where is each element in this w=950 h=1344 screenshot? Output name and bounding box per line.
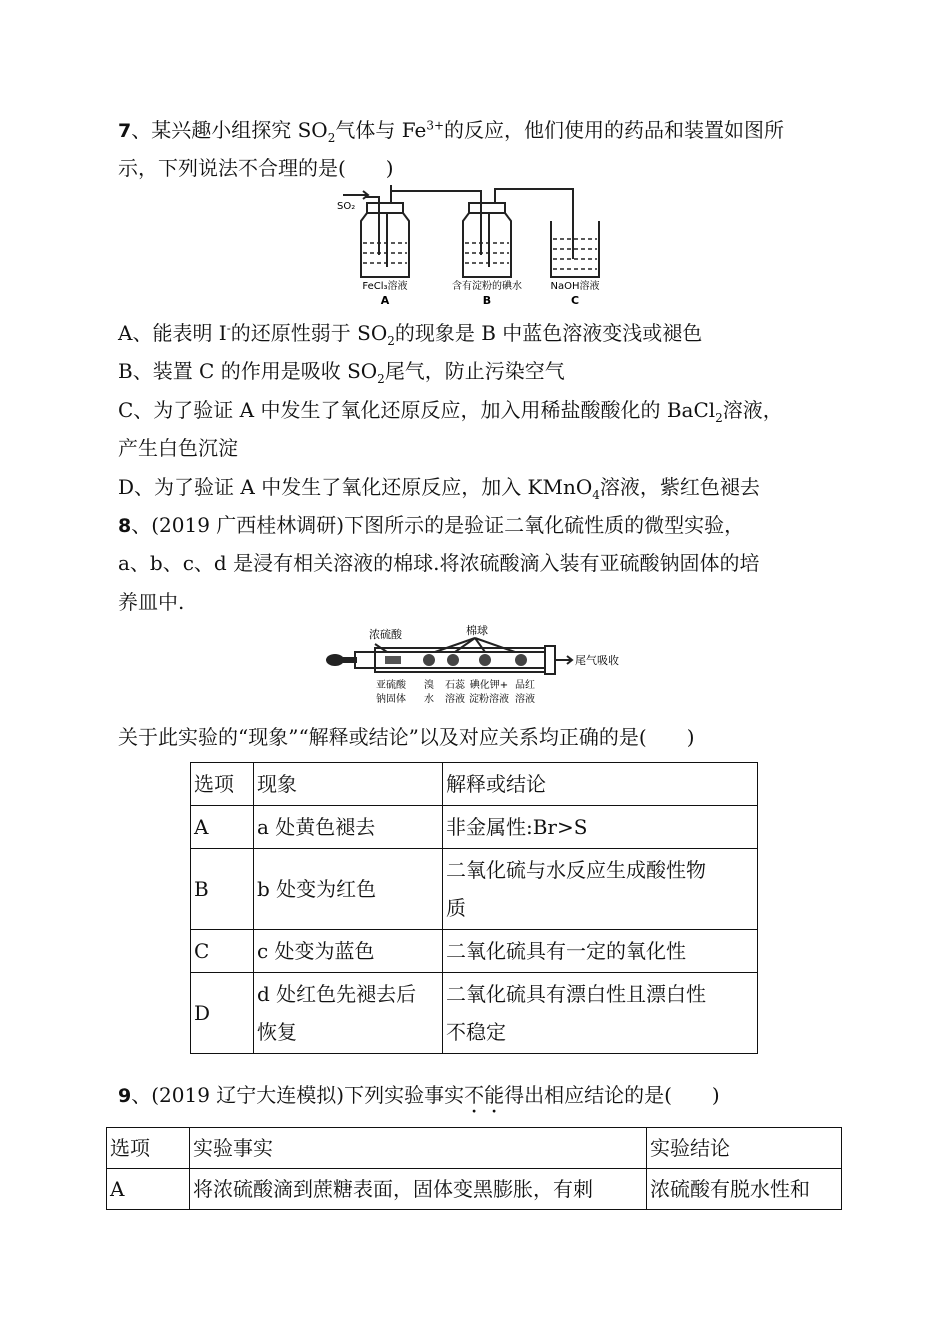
table-header-row xyxy=(107,1128,842,1169)
option-cell: A xyxy=(191,806,254,849)
option-cell: B xyxy=(191,849,254,930)
svg-text:石蕊: 石蕊 xyxy=(445,680,465,691)
fig-letter-a: A xyxy=(380,294,390,307)
fig-bottle-a-label: FeCl₃溶液 xyxy=(362,281,408,292)
fig-bottle-b-label: 含有淀粉的碘水 xyxy=(452,281,522,292)
q7-line2: 示，下列说法不合理的是( ) xyxy=(118,156,394,180)
question-number: 9 xyxy=(118,1085,132,1107)
q8-line2: a、b、c、d 是浸有相关溶液的棉球.将浓硫酸滴入装有亚硫酸钠固体的培 xyxy=(118,551,760,575)
conclusion-cell: 非金属性:Br>S xyxy=(443,806,758,849)
option-cell: A xyxy=(107,1169,190,1210)
table-row xyxy=(191,930,758,973)
fig-exhaust-label: 尾气吸收 xyxy=(575,654,619,667)
table-row xyxy=(191,973,758,1054)
q7-apparatus-figure xyxy=(335,185,615,310)
q9-options-table xyxy=(106,1127,842,1210)
conclusion-cell: 二氧化硫具有漂白性且漂白性 不稳定 xyxy=(443,973,758,1054)
svg-text:淀粉溶液: 淀粉溶液 xyxy=(469,694,509,705)
phenomenon-cell: b 处变为红色 xyxy=(254,849,443,930)
table-header-cell: 解释或结论 xyxy=(443,763,758,806)
table-header-cell: 现象 xyxy=(254,763,443,806)
fig-so2-label: SO₂ xyxy=(337,201,356,212)
svg-text:钠固体: 钠固体 xyxy=(376,694,406,705)
q8-options-table xyxy=(190,762,758,1054)
svg-text:溶液: 溶液 xyxy=(445,694,465,705)
q7-option-c: C、为了验证 A 中发生了氧化还原反应，加入用稀盐酸酸化的 BaCl$_2$溶液， xyxy=(118,398,783,425)
svg-text:溴: 溴 xyxy=(424,680,434,691)
emphasis-char: 能 xyxy=(484,1083,505,1107)
q9-line1: 9、(2019 辽宁大连模拟)下列实验事实不能得出相应结论的是( ) xyxy=(118,1080,720,1111)
fig-acid-label: 浓硫酸 xyxy=(369,628,402,641)
svg-text:溶液: 溶液 xyxy=(515,694,535,705)
q7-option-a: A、能表明 I-的还原性弱于 $SO_2$的现象是 B 中蓝色溶液变浅或褪色 xyxy=(118,321,703,348)
svg-text:水: 水 xyxy=(424,694,434,705)
table-header-row xyxy=(191,763,758,806)
q7-option-c-cont: 产生白色沉淀 xyxy=(118,436,238,460)
option-cell: D xyxy=(191,973,254,1054)
q8-line1: 8、(2019 广西桂林调研)下图所示的是验证二氧化硫性质的微型实验， xyxy=(118,513,745,537)
svg-text:亚硫酸: 亚硫酸 xyxy=(376,680,406,691)
q7-option-b: B、装置 C 的作用是吸收 $SO_2$尾气，防止污染空气 xyxy=(118,359,565,386)
conclusion-cell: 二氧化硫与水反应生成酸性物 质 xyxy=(443,849,758,930)
fig-letter-c: C xyxy=(570,294,580,307)
table-header-cell: 选项 xyxy=(107,1128,190,1169)
fig-cotton-label: 棉球 xyxy=(466,624,488,637)
table-header-cell: 实验结论 xyxy=(647,1128,842,1169)
conclusion-cell: 浓硫酸有脱水性和 xyxy=(647,1169,842,1210)
fig-letter-b: B xyxy=(482,294,492,307)
q8-question: 关于此实验的“现象”“解释或结论”以及对应关系均正确的是( ) xyxy=(118,725,695,749)
conclusion-cell: 二氧化硫具有一定的氧化性 xyxy=(443,930,758,973)
q7-option-d: D、为了验证 A 中发生了氧化还原反应，加入 KMnO$_4$溶液，紫红色褪去 xyxy=(118,475,760,502)
svg-text:品红: 品红 xyxy=(515,680,535,691)
phenomenon-cell: a 处黄色褪去 xyxy=(254,806,443,849)
question-number: 8 xyxy=(118,515,132,537)
table-row xyxy=(191,849,758,930)
phenomenon-cell: d 处红色先褪去后 恢复 xyxy=(254,973,443,1054)
question-number: 7 xyxy=(118,120,132,142)
fig-beaker-c-label: NaOH溶液 xyxy=(550,281,600,292)
svg-text:碘化钾+: 碘化钾+ xyxy=(469,680,509,691)
table-row xyxy=(107,1169,842,1210)
fact-cell: 将浓硫酸滴到蔗糖表面，固体变黑膨胀，有刺 xyxy=(190,1169,647,1210)
q8-line3: 养皿中. xyxy=(118,590,185,614)
table-header-cell: 实验事实 xyxy=(190,1128,647,1169)
q7-line1: 7、某兴趣小组探究 $SO_2$气体与 $Fe^{3+}$的反应，他们使用的药品和装置如图所 xyxy=(118,118,785,145)
option-cell: C xyxy=(191,930,254,973)
table-row xyxy=(191,806,758,849)
q8-apparatus-figure xyxy=(325,622,630,710)
emphasis-char: 不 xyxy=(464,1083,485,1107)
table-header-cell: 选项 xyxy=(191,763,254,806)
phenomenon-cell: c 处变为蓝色 xyxy=(254,930,443,973)
